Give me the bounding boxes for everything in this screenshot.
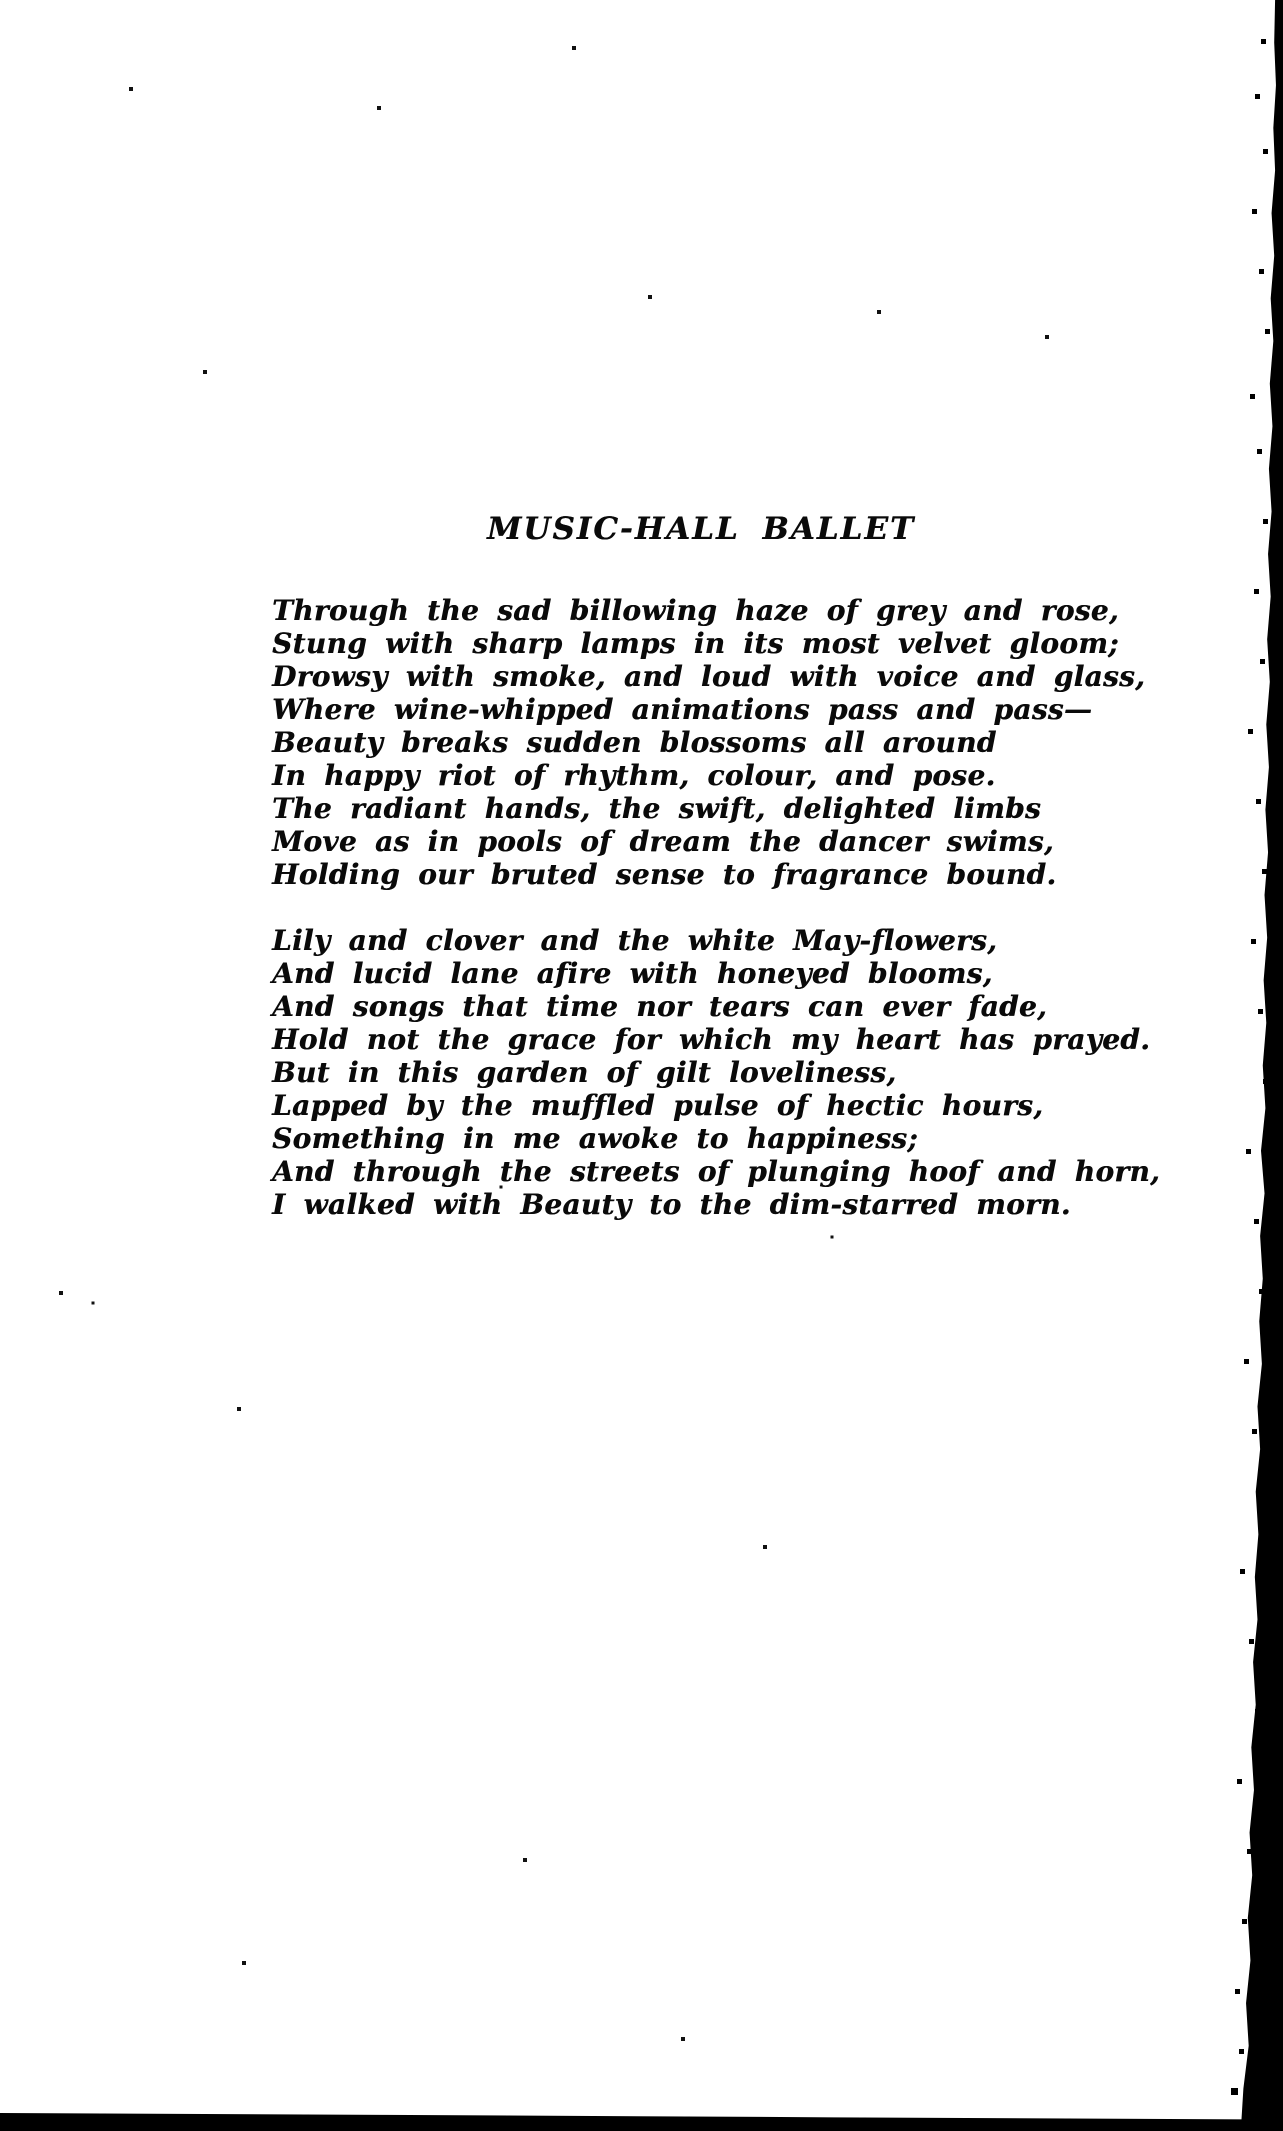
scan-edge-noise (0, 0, 3, 3)
poem-line: In happy riot of rhythm, colour, and pose. (272, 759, 996, 792)
poem-line: Through the sad billowing haze of grey and rose, (272, 594, 1119, 627)
poem-line: But in this garden of gilt loveliness, (272, 1056, 897, 1089)
poem-line: And through the streets of plunging hoof and horn, (272, 1155, 1161, 1188)
poem-line: And songs that time nor tears can ever fade, (272, 990, 1048, 1023)
poem-title: MUSIC-HALL BALLET (486, 511, 916, 547)
scan-bottom-edge-band (0, 2112, 1283, 2131)
poem-line: The radiant hands, the swift, delighted limbs (272, 792, 1041, 825)
poem-stanza-2 (272, 924, 1160, 1221)
poem-line: Beauty breaks sudden blossoms all around (272, 726, 997, 759)
scan-right-edge-band (1239, 0, 1283, 2131)
poem-line: Lapped by the muffled pulse of hectic hours, (272, 1089, 1044, 1122)
poem-line: Where wine-whipped animations pass and pass— (272, 693, 1093, 726)
poem-line: Lily and clover and the white May-flowers, (272, 924, 998, 957)
poem-line: Drowsy with smoke, and loud with voice and glass, (272, 660, 1146, 693)
poem-line: Move as in pools of dream the dancer swims, (272, 825, 1054, 858)
poem-line: Something in me awoke to happiness; (272, 1122, 918, 1155)
poem-line: Stung with sharp lamps in its most velvet gloom; (272, 627, 1119, 660)
poem-line: I walked with Beauty to the dim-starred morn. (272, 1188, 1071, 1221)
poem-line: Hold not the grace for which my heart has prayed. (272, 1023, 1151, 1056)
poem-stanza-1 (272, 594, 1145, 891)
poem-line: And lucid lane afire with honeyed blooms, (272, 957, 993, 990)
poem-line: Holding our bruted sense to fragrance bound. (272, 858, 1057, 891)
